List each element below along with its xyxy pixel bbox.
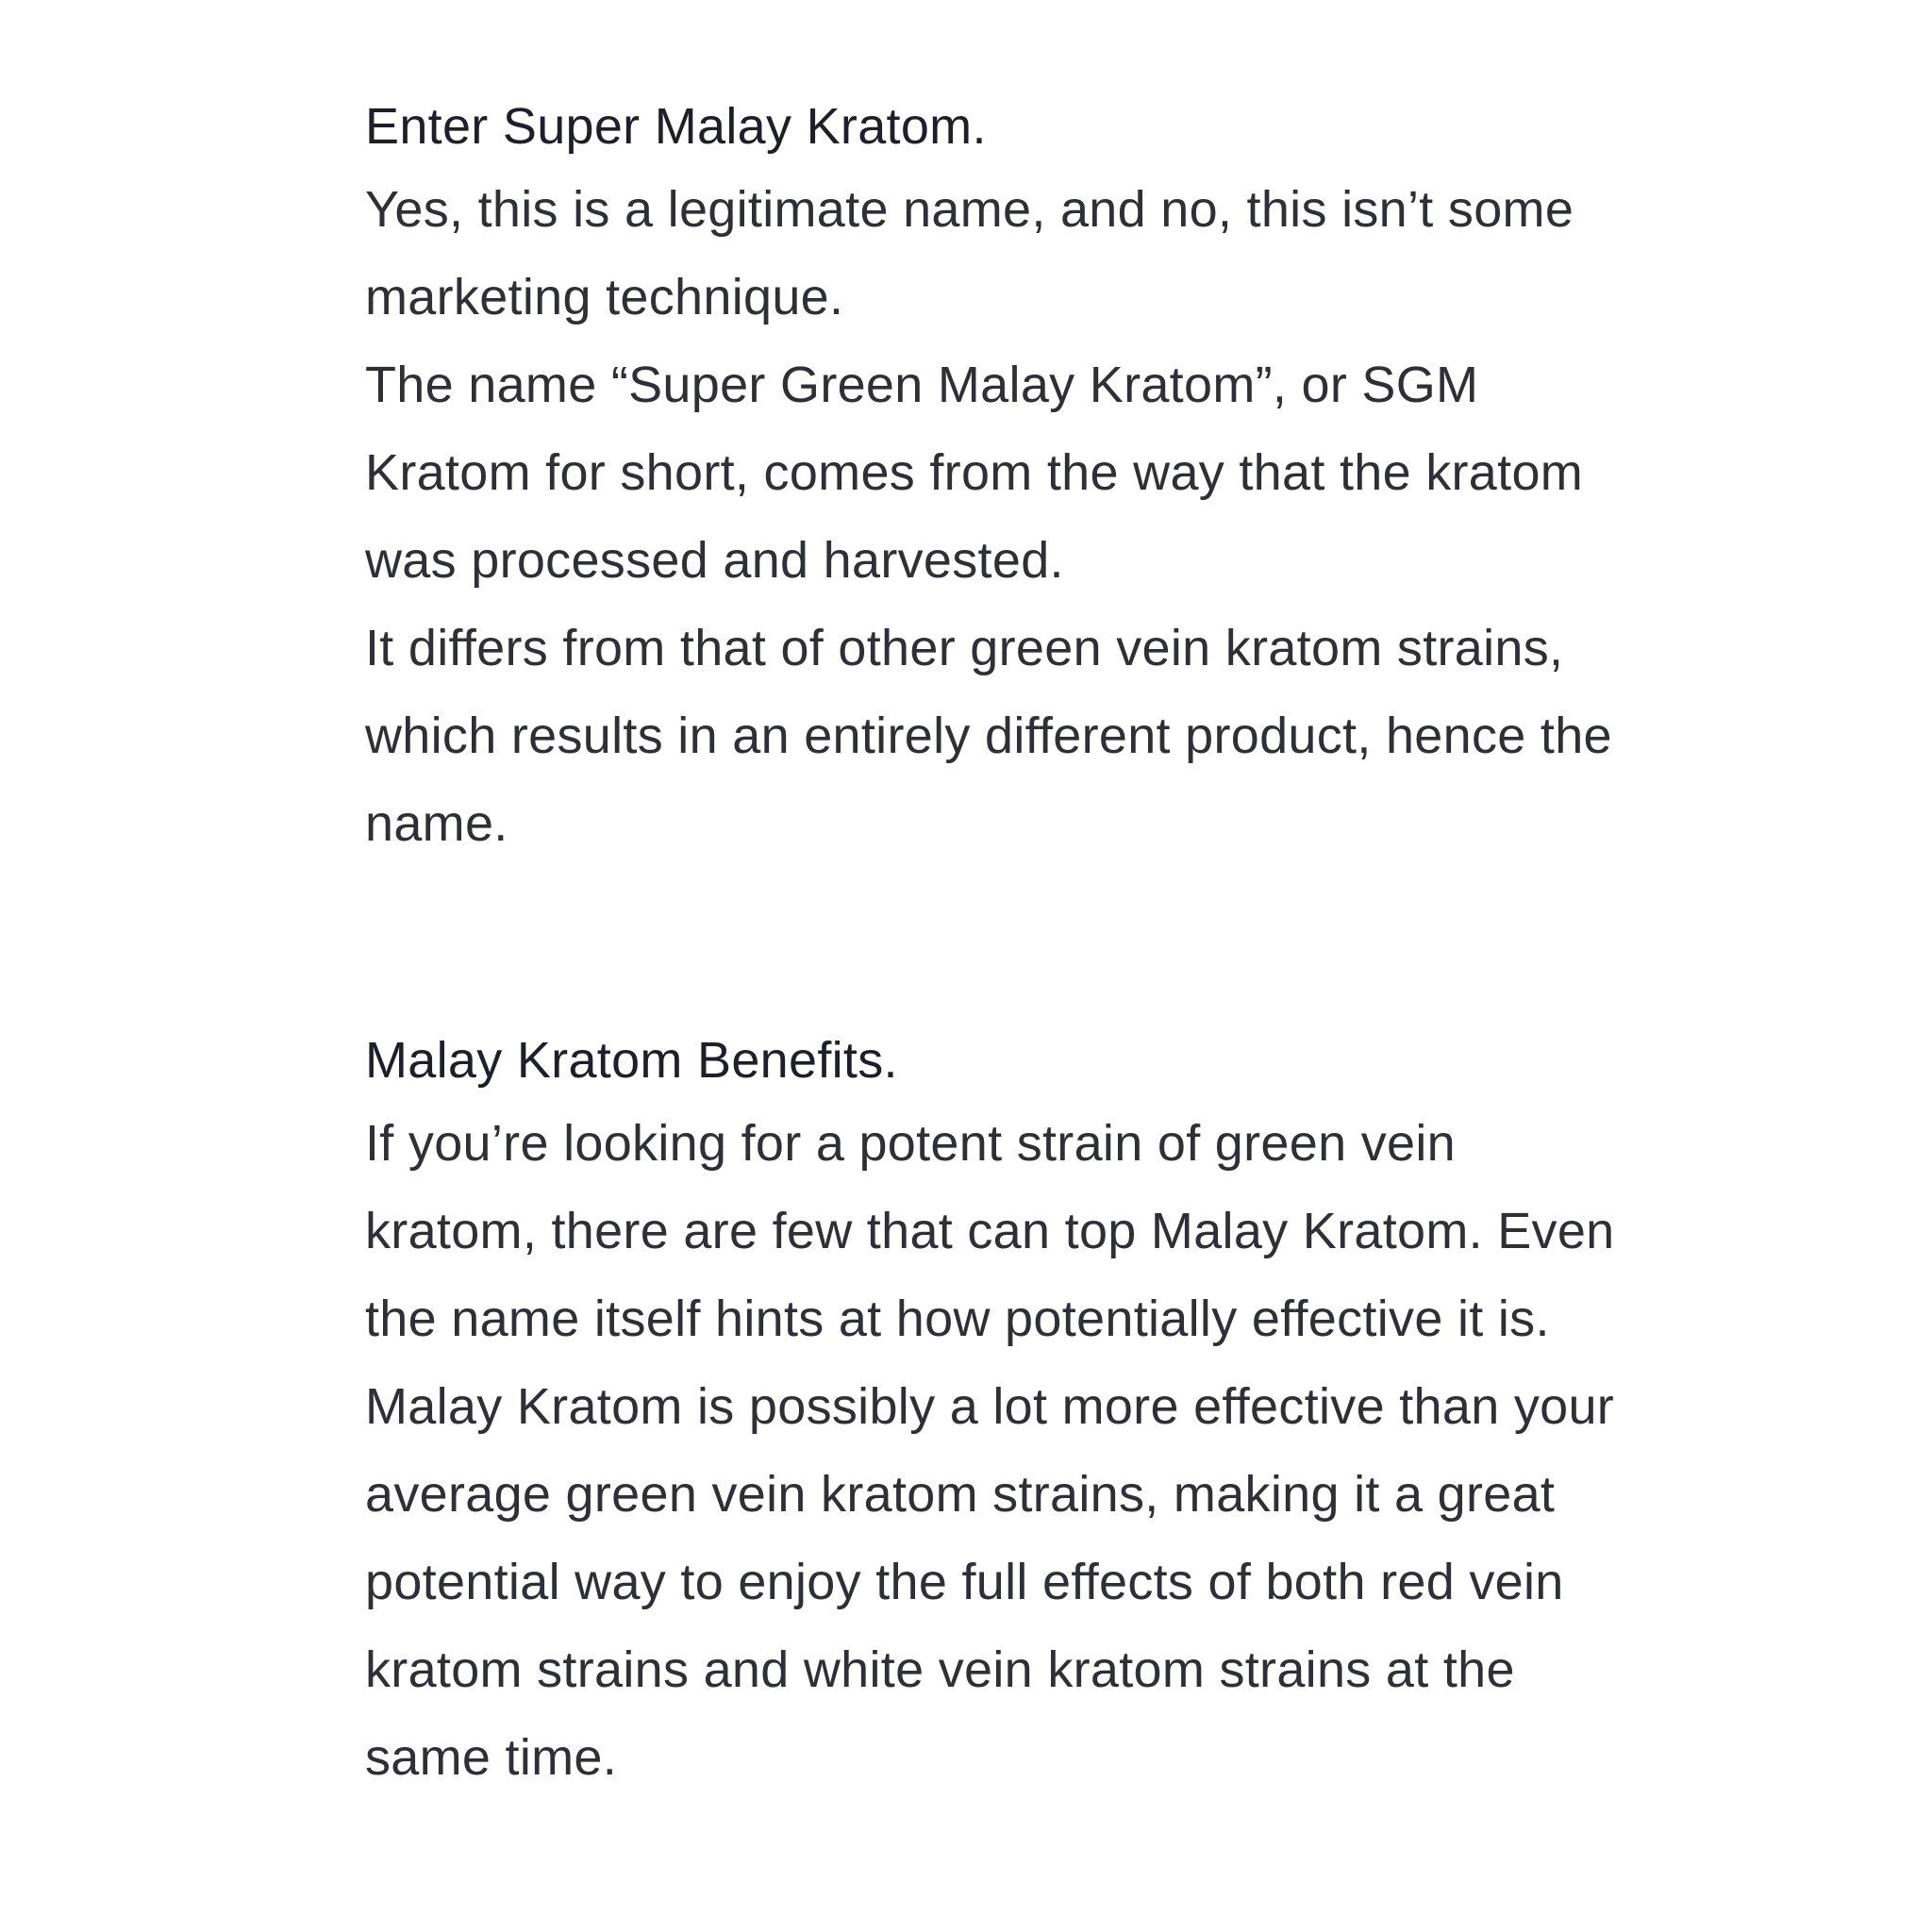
section-malay-kratom-benefits bbox=[365, 1032, 1629, 1802]
paragraph: If you’re looking for a potent strain of green vein kratom, there are few that can top Malay Kratom. Even the name itself hints at how potentially effective it is. Malay Kratom is possibly a lot more effective than your average green vein kratom strains, making it a great potential way to enjoy the full effects of both red vein kratom strains and white vein kratom strains at the same time. bbox=[365, 1115, 1615, 1786]
article-body bbox=[365, 85, 1629, 1802]
section-heading: Enter Super Malay Kratom. bbox=[365, 98, 987, 155]
paragraph: It differs from that of other green vein kratom strains, which results in an entirely different product, hence the name. bbox=[365, 620, 1612, 852]
paragraph: The name “Super Green Malay Kratom”, or SGM Kratom for short, comes from the way that the kratom was processed and harvested. bbox=[365, 357, 1584, 589]
paragraph: Yes, this is a legitimate name, and no, this isn’t some marketing technique. bbox=[365, 181, 1574, 325]
section-heading: Malay Kratom Benefits. bbox=[365, 1032, 898, 1089]
section-enter-super-malay bbox=[365, 98, 1629, 868]
section-spacer bbox=[365, 868, 1629, 1019]
